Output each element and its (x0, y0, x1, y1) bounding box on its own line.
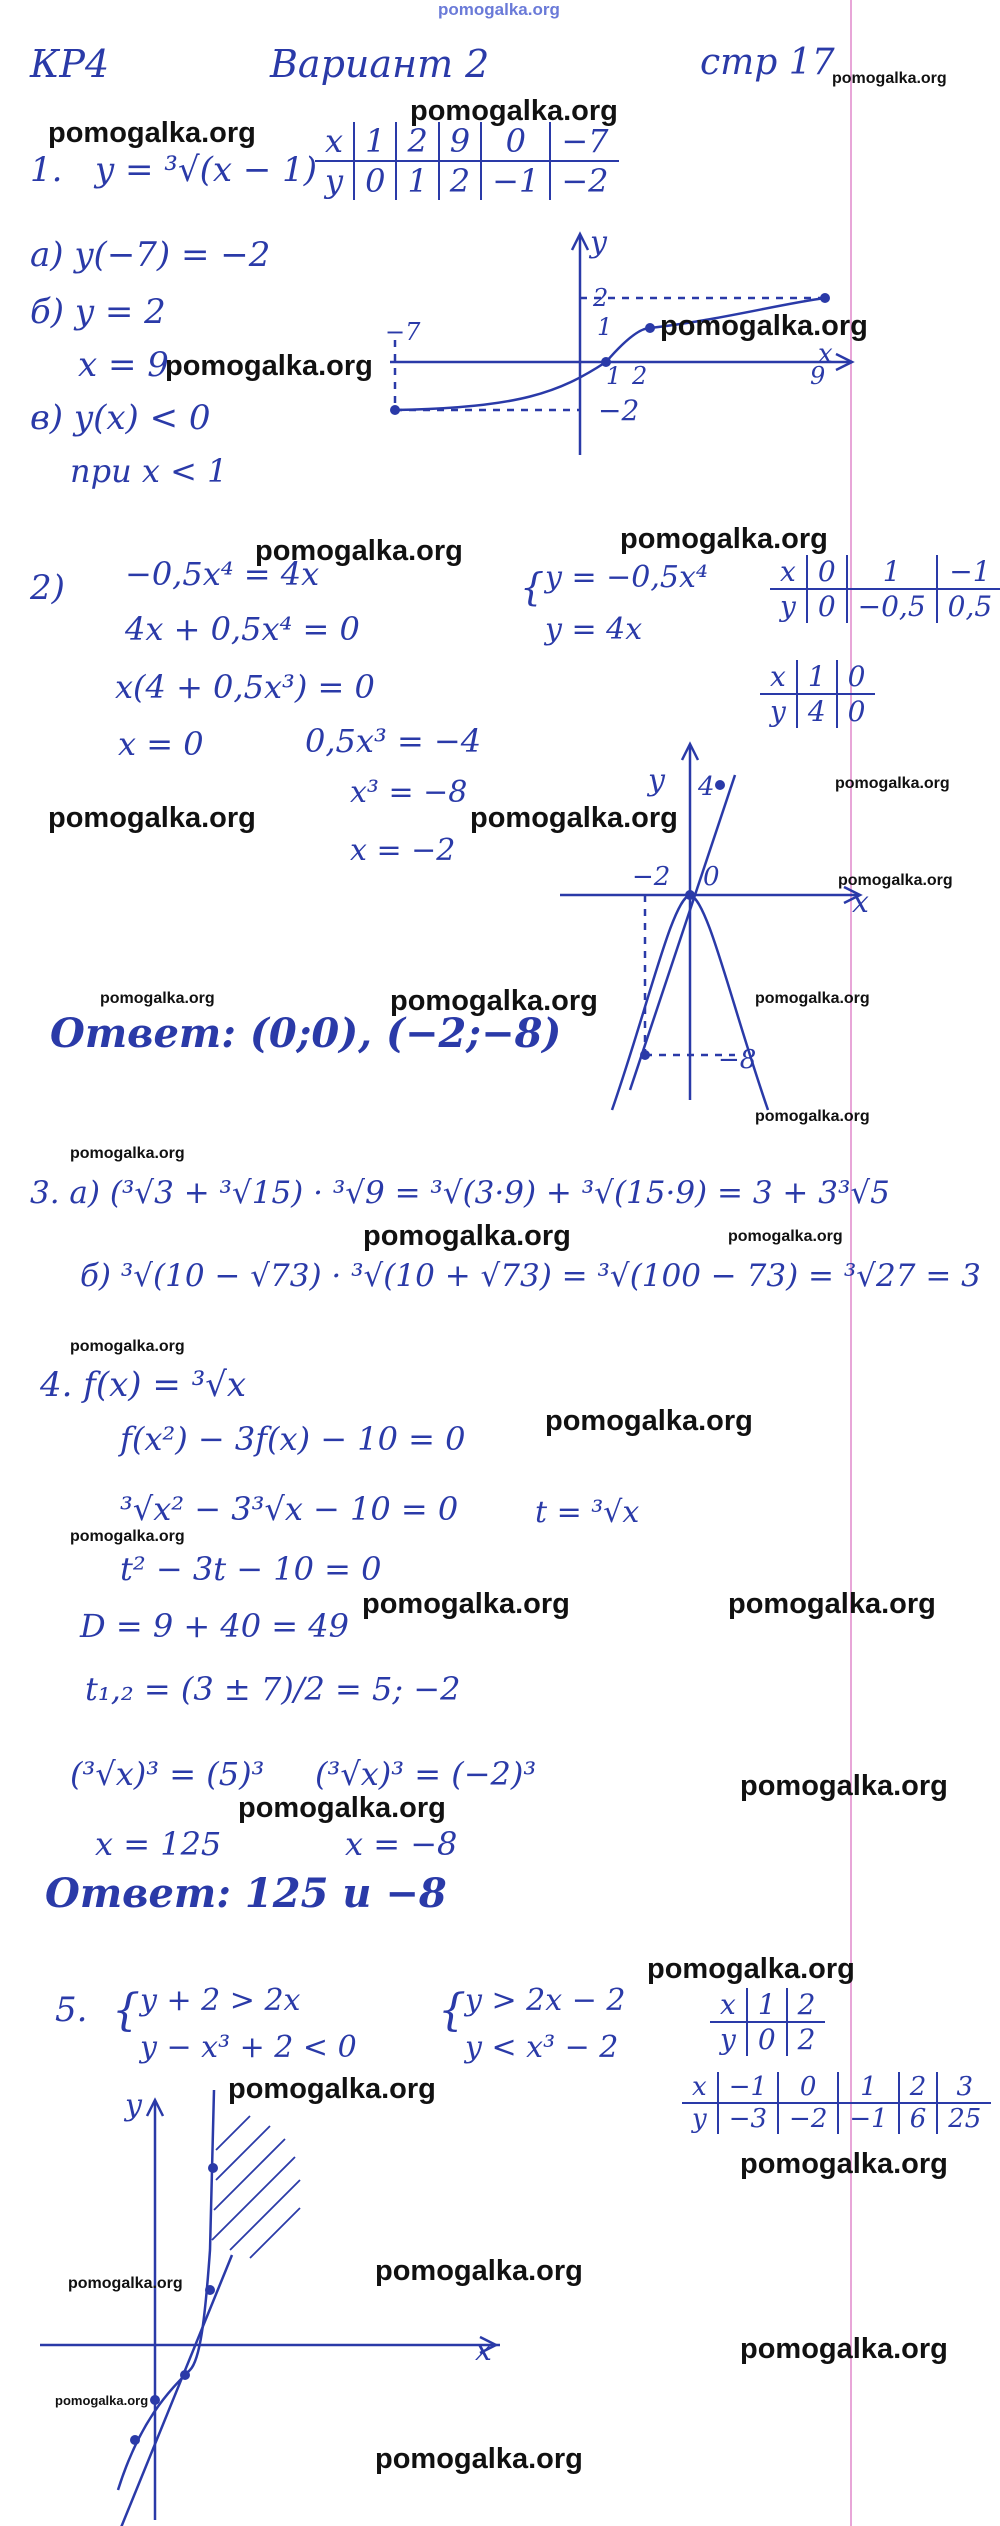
shaded-region (212, 2116, 300, 2258)
tick-label: −8 (718, 1045, 757, 1075)
watermark: pomogalka.org (55, 2393, 149, 2408)
task1-part-v-condition: при x < 1 (70, 452, 228, 490)
variant-title: Вариант 2 (270, 42, 490, 86)
tick-label: −2 (632, 862, 671, 892)
table-cell: 1 (838, 2072, 898, 2103)
watermark: pomogalka.org (70, 1145, 185, 1162)
task4-line: 4. f(x) = ³√x (40, 1365, 247, 1405)
table-cell: 4 (797, 694, 837, 728)
watermark: pomogalka.org (832, 70, 947, 87)
watermark: pomogalka.org (362, 1588, 570, 1620)
table-cell: 1 (396, 161, 438, 200)
task4-line: D = 9 + 40 = 49 (80, 1607, 349, 1645)
system-brace: { (438, 1985, 466, 2036)
task1-part-b-answer: x = 9 (78, 345, 169, 385)
task5-system-line: y > 2x − 2 (465, 1983, 626, 2018)
task4-line: ³√x² − 3³√x − 10 = 0 (120, 1490, 459, 1528)
task2-line: −0,5x⁴ = 4x (125, 555, 320, 593)
table-cell: 0 (354, 161, 396, 200)
table-cell: 2 (439, 161, 481, 200)
task1-part-b: б) y = 2 (30, 292, 166, 332)
tick-label: 1 (597, 313, 613, 341)
table-cell: y (692, 2104, 707, 2134)
table-cell: x (770, 555, 807, 589)
watermark: pomogalka.org (70, 1528, 185, 1545)
task1-function: y = ³√(x − 1) (95, 150, 318, 190)
table-cell: 0 (807, 589, 847, 623)
task2-line: 4x + 0,5x⁴ = 0 (125, 610, 360, 648)
watermark: pomogalka.org (68, 2275, 183, 2292)
watermark: pomogalka.org (740, 2148, 948, 2180)
tick-label: 9 (810, 362, 826, 390)
system-brace: { (520, 565, 545, 609)
table-cell: 2 (396, 122, 438, 161)
table-cell: y (780, 590, 796, 623)
watermark: pomogalka.org (740, 2333, 948, 2365)
table-cell: 0 (481, 122, 550, 161)
task4-answer: Ответ: 125 и −8 (45, 1870, 447, 1917)
watermark: pomogalka.org (835, 775, 950, 792)
watermark: pomogalka.org (740, 1770, 948, 1802)
watermark: pomogalka.org (755, 990, 870, 1007)
top-watermark: pomogalka.org (438, 0, 560, 19)
watermark: pomogalka.org (228, 2073, 436, 2105)
watermark: pomogalka.org (647, 1953, 855, 1985)
table-cell: 6 (899, 2103, 938, 2134)
tick-label: 0 (703, 862, 720, 892)
watermark: pomogalka.org (375, 2443, 583, 2475)
watermark: pomogalka.org (165, 350, 373, 382)
table-cell: 1 (354, 122, 396, 161)
table-cell: −2 (550, 161, 618, 200)
watermark: pomogalka.org (100, 990, 215, 1007)
table-cell: −1 (838, 2103, 898, 2134)
task5-number: 5. (55, 1990, 88, 2030)
watermark: pomogalka.org (48, 117, 256, 149)
table-cell: 1 (747, 1988, 787, 2022)
task4-line: t₁,₂ = (3 ± 7)/2 = 5; −2 (85, 1670, 461, 1708)
task1-part-a: а) y(−7) = −2 (30, 235, 271, 275)
table-cell: y (720, 2023, 736, 2056)
task5-system-line: y < x³ − 2 (465, 2030, 619, 2065)
axis-label-x: x (818, 339, 833, 369)
tick-label: 1 (606, 362, 622, 390)
watermark: pomogalka.org (363, 1220, 571, 1252)
axis-label-y: y (648, 763, 665, 798)
table-cell: 1 (847, 555, 937, 589)
graph-point (150, 2395, 160, 2405)
tick-label: 4 (698, 772, 715, 802)
tick-label: −2 (598, 394, 640, 427)
work-title: КР4 (30, 42, 110, 86)
task3-part-b: б) ³√(10 − √73) · ³√(10 + √73) = ³√(100 − 73) = ³√27 = 3 (80, 1258, 981, 1294)
line-y-2x-2 (120, 2255, 232, 2526)
watermark: pomogalka.org (470, 802, 678, 834)
task5-system-line: y − x³ + 2 < 0 (140, 2030, 357, 2065)
table-cell: 0,5 (937, 589, 1000, 623)
axis-label-y: y (125, 2088, 142, 2123)
task2-number: 2) (30, 568, 65, 608)
task2-line: 0,5x³ = −4 (305, 722, 482, 760)
table-cell: −1 (718, 2072, 778, 2103)
task4-line: (³√x)³ = (−2)³ (315, 1755, 537, 1793)
table-cell: 0 (778, 2072, 838, 2103)
table-cell: x (682, 2072, 718, 2103)
watermark: pomogalka.org (838, 872, 953, 889)
task5-system-line: y + 2 > 2x (140, 1983, 301, 2018)
task1-part-v: в) y(x) < 0 (30, 398, 211, 438)
task2-system-line: y = 4x (545, 612, 643, 647)
table-cell: −3 (718, 2103, 778, 2134)
tick-label: 2 (593, 284, 609, 312)
table-cell: y (325, 162, 344, 200)
axis-label-x: x (475, 2333, 492, 2368)
watermark: pomogalka.org (660, 310, 868, 342)
axis-label-y: y (590, 225, 607, 260)
watermark: pomogalka.org (390, 985, 598, 1017)
table-cell: 0 (747, 2022, 787, 2056)
task3-part-a: 3. а) (³√3 + ³√15) · ³√9 = ³√(3·9) + ³√(15·9) = 3 + 3³√5 (30, 1175, 890, 1211)
watermark: pomogalka.org (70, 1338, 185, 1355)
table-cell: −1 (937, 555, 1000, 589)
watermark: pomogalka.org (755, 1108, 870, 1125)
task2-line: x = −2 (350, 833, 456, 868)
task4-line: x = 125 (95, 1825, 222, 1863)
watermark: pomogalka.org (48, 802, 256, 834)
system-brace: { (112, 1985, 140, 2036)
watermark: pomogalka.org (728, 1228, 843, 1245)
task2-answer: Ответ: (0;0), (−2;−8) (50, 1010, 562, 1057)
watermark: pomogalka.org (545, 1405, 753, 1437)
table-cell: y (770, 695, 786, 728)
task2-line: x³ = −8 (350, 775, 468, 810)
table-cell: x (760, 660, 797, 694)
table-cell: 25 (937, 2103, 991, 2134)
watermark: pomogalka.org (410, 95, 618, 127)
table-cell: 2 (899, 2072, 938, 2103)
table-cell: 0 (807, 555, 847, 589)
task1-number: 1. (30, 150, 63, 190)
graph-point (180, 2370, 190, 2380)
graph-point (208, 2163, 218, 2173)
task4-line: (³√x)³ = (5)³ (70, 1755, 265, 1793)
task4-line: f(x²) − 3f(x) − 10 = 0 (120, 1420, 466, 1458)
page-number: стр 17 (700, 42, 835, 83)
task4-line: t² − 3t − 10 = 0 (120, 1550, 382, 1588)
table-cell: 0 (837, 694, 876, 728)
table-cell: 0 (837, 660, 876, 694)
watermark: pomogalka.org (620, 523, 828, 555)
task2-line: x = 0 (118, 725, 204, 763)
watermark: pomogalka.org (728, 1588, 936, 1620)
table-cell: 2 (787, 2022, 826, 2056)
watermark: pomogalka.org (375, 2255, 583, 2287)
axis-label-x: x (852, 885, 869, 920)
table-cell: 2 (787, 1988, 826, 2022)
table-cell: −0,5 (847, 589, 937, 623)
table-cell: x (710, 1988, 747, 2022)
task4-substitution: t = ³√x (535, 1495, 640, 1530)
table-cell: x (315, 122, 354, 161)
watermark: pomogalka.org (238, 1792, 446, 1824)
table-cell: −2 (778, 2103, 838, 2134)
task2-line: x(4 + 0,5x³) = 0 (115, 668, 375, 706)
table-cell: −1 (481, 161, 550, 200)
task2-system-line: y = −0,5x⁴ (545, 560, 708, 595)
task4-line: x = −8 (345, 1825, 458, 1863)
tick-label: 2 (632, 362, 648, 390)
watermark: pomogalka.org (255, 535, 463, 567)
graph-point (205, 2285, 215, 2295)
table-cell: −7 (550, 122, 618, 161)
table-cell: 3 (937, 2072, 991, 2103)
graph-point (130, 2435, 140, 2445)
table-cell: 9 (439, 122, 481, 161)
table-cell: 1 (797, 660, 837, 694)
tick-label: −7 (385, 318, 421, 346)
